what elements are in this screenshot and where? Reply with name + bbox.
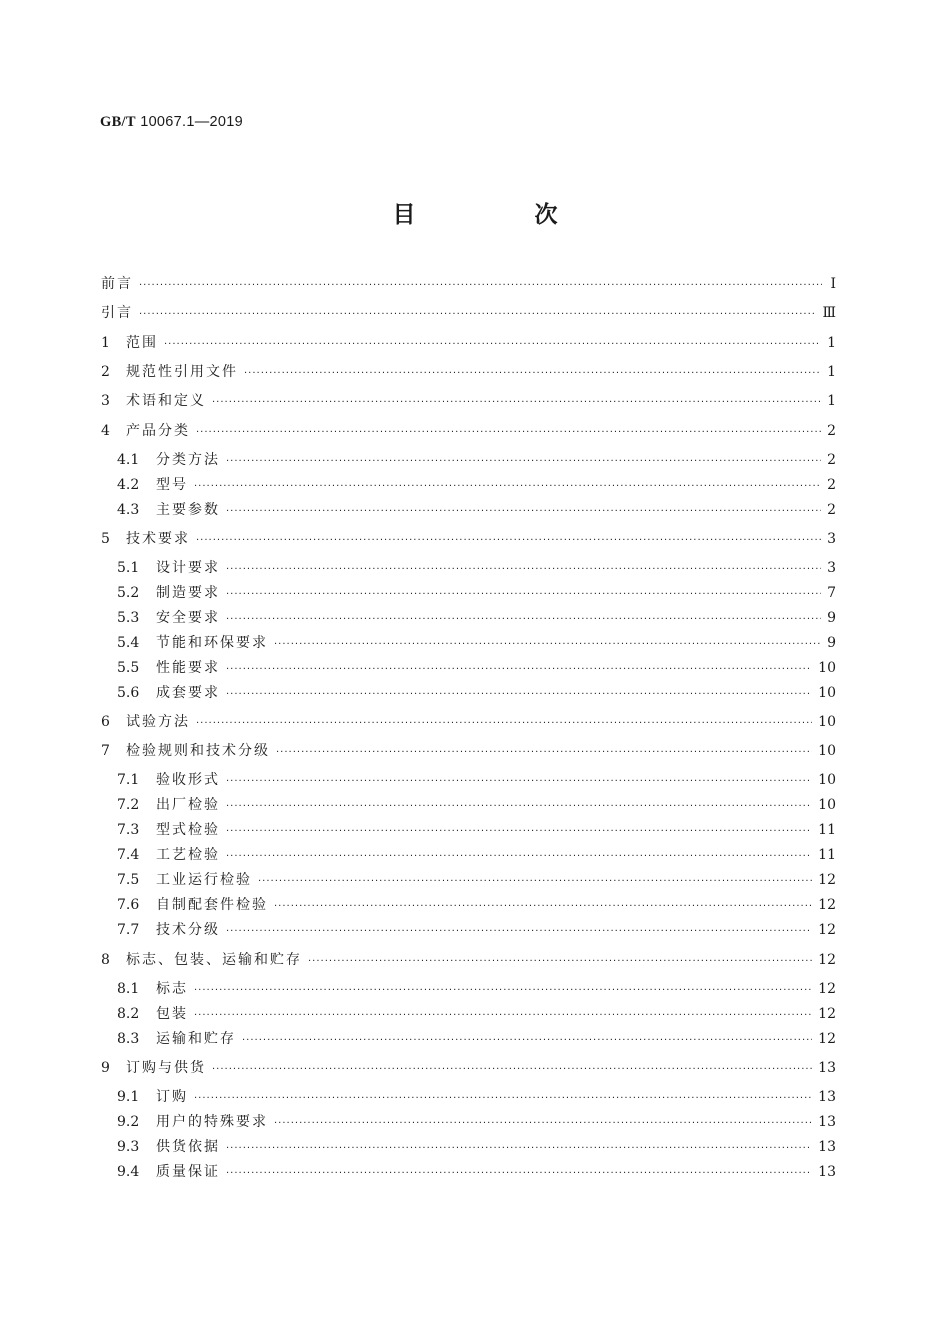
toc-entry-label: 分类方法 xyxy=(156,452,220,468)
toc-entry-number: 7.1 xyxy=(117,772,140,788)
toc-leader-dots xyxy=(226,560,821,580)
toc-entry-label: 型式检验 xyxy=(156,822,220,838)
toc-entry[interactable] xyxy=(101,1058,836,1078)
toc-entry[interactable] xyxy=(117,658,836,678)
toc-entry-page: 2 xyxy=(827,502,836,518)
toc-entry-page: 13 xyxy=(818,1114,836,1130)
toc-leader-dots xyxy=(226,685,812,705)
toc-entry-label: 工艺检验 xyxy=(156,847,220,863)
toc-entry[interactable] xyxy=(117,770,836,790)
toc-entry-label: 范围 xyxy=(126,335,158,351)
toc-entry-number: 5 xyxy=(101,531,110,547)
toc-entry-label: 用户的特殊要求 xyxy=(156,1114,268,1130)
toc-entry-number: 4.2 xyxy=(117,477,140,493)
toc-leader-dots xyxy=(226,847,812,867)
toc-leader-dots xyxy=(274,1114,812,1134)
standard-number: 10067.1—2019 xyxy=(140,114,243,130)
toc-entry[interactable] xyxy=(101,362,836,382)
toc-entry-page: 13 xyxy=(818,1139,836,1155)
toc-entry-label: 设计要求 xyxy=(156,560,220,576)
toc-leader-dots xyxy=(194,1089,812,1109)
toc-entry-number: 7.2 xyxy=(117,797,140,813)
toc-entry[interactable] xyxy=(117,895,836,915)
toc-entry-number: 2 xyxy=(101,364,110,380)
toc-entry-number: 9.4 xyxy=(117,1164,140,1180)
toc-entry-page: 10 xyxy=(818,685,836,701)
toc-entry-number: 8 xyxy=(101,952,110,968)
toc-entry-number: 5.4 xyxy=(117,635,140,651)
toc-entry-label: 质量保证 xyxy=(156,1164,220,1180)
toc-leader-dots xyxy=(212,1060,812,1080)
toc-entry-label: 出厂检验 xyxy=(156,797,220,813)
toc-entry[interactable] xyxy=(117,450,836,470)
toc-entry-page: 10 xyxy=(818,743,836,759)
toc-entry-label: 标志 xyxy=(156,981,188,997)
toc-entry[interactable] xyxy=(117,1004,836,1024)
toc-entry-page: 10 xyxy=(818,714,836,730)
toc-entry[interactable] xyxy=(117,500,836,520)
toc-entry-label: 型号 xyxy=(156,477,188,493)
standard-prefix: GB/T xyxy=(100,114,136,130)
toc-entry-number: 8.1 xyxy=(117,981,140,997)
toc-entry-number: 7.7 xyxy=(117,922,140,938)
toc-entry-number: 5.2 xyxy=(117,585,140,601)
toc-leader-dots xyxy=(274,897,812,917)
toc-entry-number: 5.6 xyxy=(117,685,140,701)
toc-entry[interactable] xyxy=(117,683,836,703)
toc-entry-page: 2 xyxy=(827,423,836,439)
toc-entry-label: 验收形式 xyxy=(156,772,220,788)
toc-entry-page: 3 xyxy=(827,560,836,576)
toc-entry-number: 9 xyxy=(101,1060,110,1076)
toc-entry[interactable] xyxy=(101,333,836,353)
toc-leader-dots xyxy=(308,952,812,972)
toc-entry[interactable] xyxy=(101,950,836,970)
toc-entry-number: 9.1 xyxy=(117,1089,140,1105)
toc-entry[interactable] xyxy=(117,558,836,578)
toc-entry-number: 5.1 xyxy=(117,560,140,576)
toc-entry-number: 8.3 xyxy=(117,1031,140,1047)
toc-leader-dots xyxy=(226,922,812,942)
toc-entry-page: 3 xyxy=(827,531,836,547)
toc-entry[interactable] xyxy=(117,1112,836,1132)
toc-entry[interactable] xyxy=(101,303,836,323)
toc-leader-dots xyxy=(276,743,812,763)
toc-leader-dots xyxy=(226,660,812,680)
toc-entry-number: 8.2 xyxy=(117,1006,140,1022)
toc-entry[interactable] xyxy=(117,608,836,628)
toc-entry-page: 11 xyxy=(818,822,836,838)
toc-entry-label: 标志、包装、运输和贮存 xyxy=(126,952,302,968)
toc-entry-page: 2 xyxy=(827,452,836,468)
toc-entry-page: 12 xyxy=(818,952,836,968)
toc-entry[interactable] xyxy=(117,475,836,495)
toc-leader-dots xyxy=(226,585,821,605)
toc-entry-number: 4.1 xyxy=(117,452,140,468)
toc-entry-number: 7.5 xyxy=(117,872,140,888)
toc-entry-label: 制造要求 xyxy=(156,585,220,601)
toc-entry-number: 7 xyxy=(101,743,110,759)
toc-entry[interactable] xyxy=(117,1137,836,1157)
toc-entry-page: 11 xyxy=(818,847,836,863)
toc-entry[interactable] xyxy=(117,633,836,653)
toc-leader-dots xyxy=(194,1006,812,1026)
toc-entry-label: 检验规则和技术分级 xyxy=(126,743,270,759)
toc-entry-label: 运输和贮存 xyxy=(156,1031,236,1047)
toc-entry-page: 2 xyxy=(827,477,836,493)
toc-leader-dots xyxy=(226,610,821,630)
toc-leader-dots xyxy=(258,872,812,892)
toc-entry-number: 9.2 xyxy=(117,1114,140,1130)
toc-entry-number: 9.3 xyxy=(117,1139,140,1155)
toc-leader-dots xyxy=(226,822,812,842)
toc-entry-label: 订购与供货 xyxy=(126,1060,206,1076)
toc-leader-dots xyxy=(226,797,812,817)
toc-leader-dots xyxy=(194,477,821,497)
toc-entry-page: 1 xyxy=(827,335,836,351)
toc-entry[interactable] xyxy=(101,421,836,441)
toc-entry-page: 13 xyxy=(818,1060,836,1076)
toc-leader-dots xyxy=(226,772,812,792)
toc-entry-page: 12 xyxy=(818,897,836,913)
toc-entry-page: 10 xyxy=(818,772,836,788)
toc-leader-dots xyxy=(244,364,821,384)
toc-entry-label: 技术要求 xyxy=(126,531,190,547)
toc-leader-dots xyxy=(139,276,822,296)
toc-entry-number: 7.4 xyxy=(117,847,140,863)
toc-entry[interactable] xyxy=(101,274,836,294)
toc-entry-page: 7 xyxy=(827,585,836,601)
toc-entry-number: 3 xyxy=(101,393,110,409)
toc-entry[interactable] xyxy=(117,1162,836,1182)
toc-entry-page: 12 xyxy=(818,981,836,997)
toc-entry-page: 1 xyxy=(827,393,836,409)
toc-entry[interactable] xyxy=(117,1029,836,1049)
toc-leader-dots xyxy=(274,635,821,655)
toc-entry-label: 自制配套件检验 xyxy=(156,897,268,913)
toc-entry-label: 产品分类 xyxy=(126,423,190,439)
toc-entry-page: 10 xyxy=(818,797,836,813)
toc-entry-page: 9 xyxy=(827,635,836,651)
toc-entry-label: 安全要求 xyxy=(156,610,220,626)
toc-entry-label: 包装 xyxy=(156,1006,188,1022)
toc-entry-page: 13 xyxy=(818,1164,836,1180)
toc-leader-dots xyxy=(242,1031,812,1051)
toc-entry-label: 前言 xyxy=(101,276,133,292)
toc-title: 目 次 xyxy=(392,202,606,228)
toc-entry-label: 成套要求 xyxy=(156,685,220,701)
toc-entry-label: 规范性引用文件 xyxy=(126,364,238,380)
toc-entry-number: 7.6 xyxy=(117,897,140,913)
toc-leader-dots xyxy=(196,531,821,551)
toc-entry[interactable] xyxy=(117,795,836,815)
toc-entry-page: 10 xyxy=(818,660,836,676)
toc-entry-label: 技术分级 xyxy=(156,922,220,938)
toc-entry-number: 1 xyxy=(101,335,110,351)
toc-entry-page: Ⅲ xyxy=(822,305,836,321)
toc-entry[interactable] xyxy=(117,979,836,999)
toc-entry[interactable] xyxy=(117,845,836,865)
toc-entry-page: 1 xyxy=(827,364,836,380)
toc-entry-label: 性能要求 xyxy=(156,660,220,676)
toc-entry-label: 主要参数 xyxy=(156,502,220,518)
toc-entry-number: 5.5 xyxy=(117,660,140,676)
toc-leader-dots xyxy=(226,452,821,472)
toc-entry-label: 引言 xyxy=(101,305,133,321)
toc-leader-dots xyxy=(164,335,821,355)
toc-entry-number: 4.3 xyxy=(117,502,140,518)
toc-entry-page: 13 xyxy=(818,1089,836,1105)
toc-entry[interactable] xyxy=(117,1087,836,1107)
toc-entry[interactable] xyxy=(117,920,836,940)
toc-entry-number: 7.3 xyxy=(117,822,140,838)
toc-entry[interactable] xyxy=(117,870,836,890)
toc-leader-dots xyxy=(196,423,821,443)
toc-entry[interactable] xyxy=(117,583,836,603)
toc-entry-page: 12 xyxy=(818,872,836,888)
toc-entry-number: 4 xyxy=(101,423,110,439)
toc-leader-dots xyxy=(226,502,821,522)
toc-entry-page: 12 xyxy=(818,922,836,938)
toc-entry[interactable] xyxy=(117,820,836,840)
toc-entry-page: 9 xyxy=(827,610,836,626)
toc-entry-page: Ⅰ xyxy=(830,276,836,292)
toc-entry-label: 工业运行检验 xyxy=(156,872,252,888)
toc-entry-page: 12 xyxy=(818,1031,836,1047)
toc-entry-number: 6 xyxy=(101,714,110,730)
toc-leader-dots xyxy=(196,714,812,734)
toc-entry[interactable] xyxy=(101,391,836,411)
toc-leader-dots xyxy=(226,1139,812,1159)
toc-entry-label: 节能和环保要求 xyxy=(156,635,268,651)
toc-entry-label: 试验方法 xyxy=(126,714,190,730)
toc-entry-label: 订购 xyxy=(156,1089,188,1105)
toc-entry[interactable] xyxy=(101,741,836,761)
toc-leader-dots xyxy=(194,981,812,1001)
toc-entry-page: 12 xyxy=(818,1006,836,1022)
toc-entry-label: 供货依据 xyxy=(156,1139,220,1155)
toc-leader-dots xyxy=(212,393,821,413)
toc-entry-label: 术语和定义 xyxy=(126,393,206,409)
toc-entry-number: 5.3 xyxy=(117,610,140,626)
toc-leader-dots xyxy=(139,305,816,325)
toc-entry[interactable] xyxy=(101,712,836,732)
toc-entry[interactable] xyxy=(101,529,836,549)
toc-leader-dots xyxy=(226,1164,812,1184)
